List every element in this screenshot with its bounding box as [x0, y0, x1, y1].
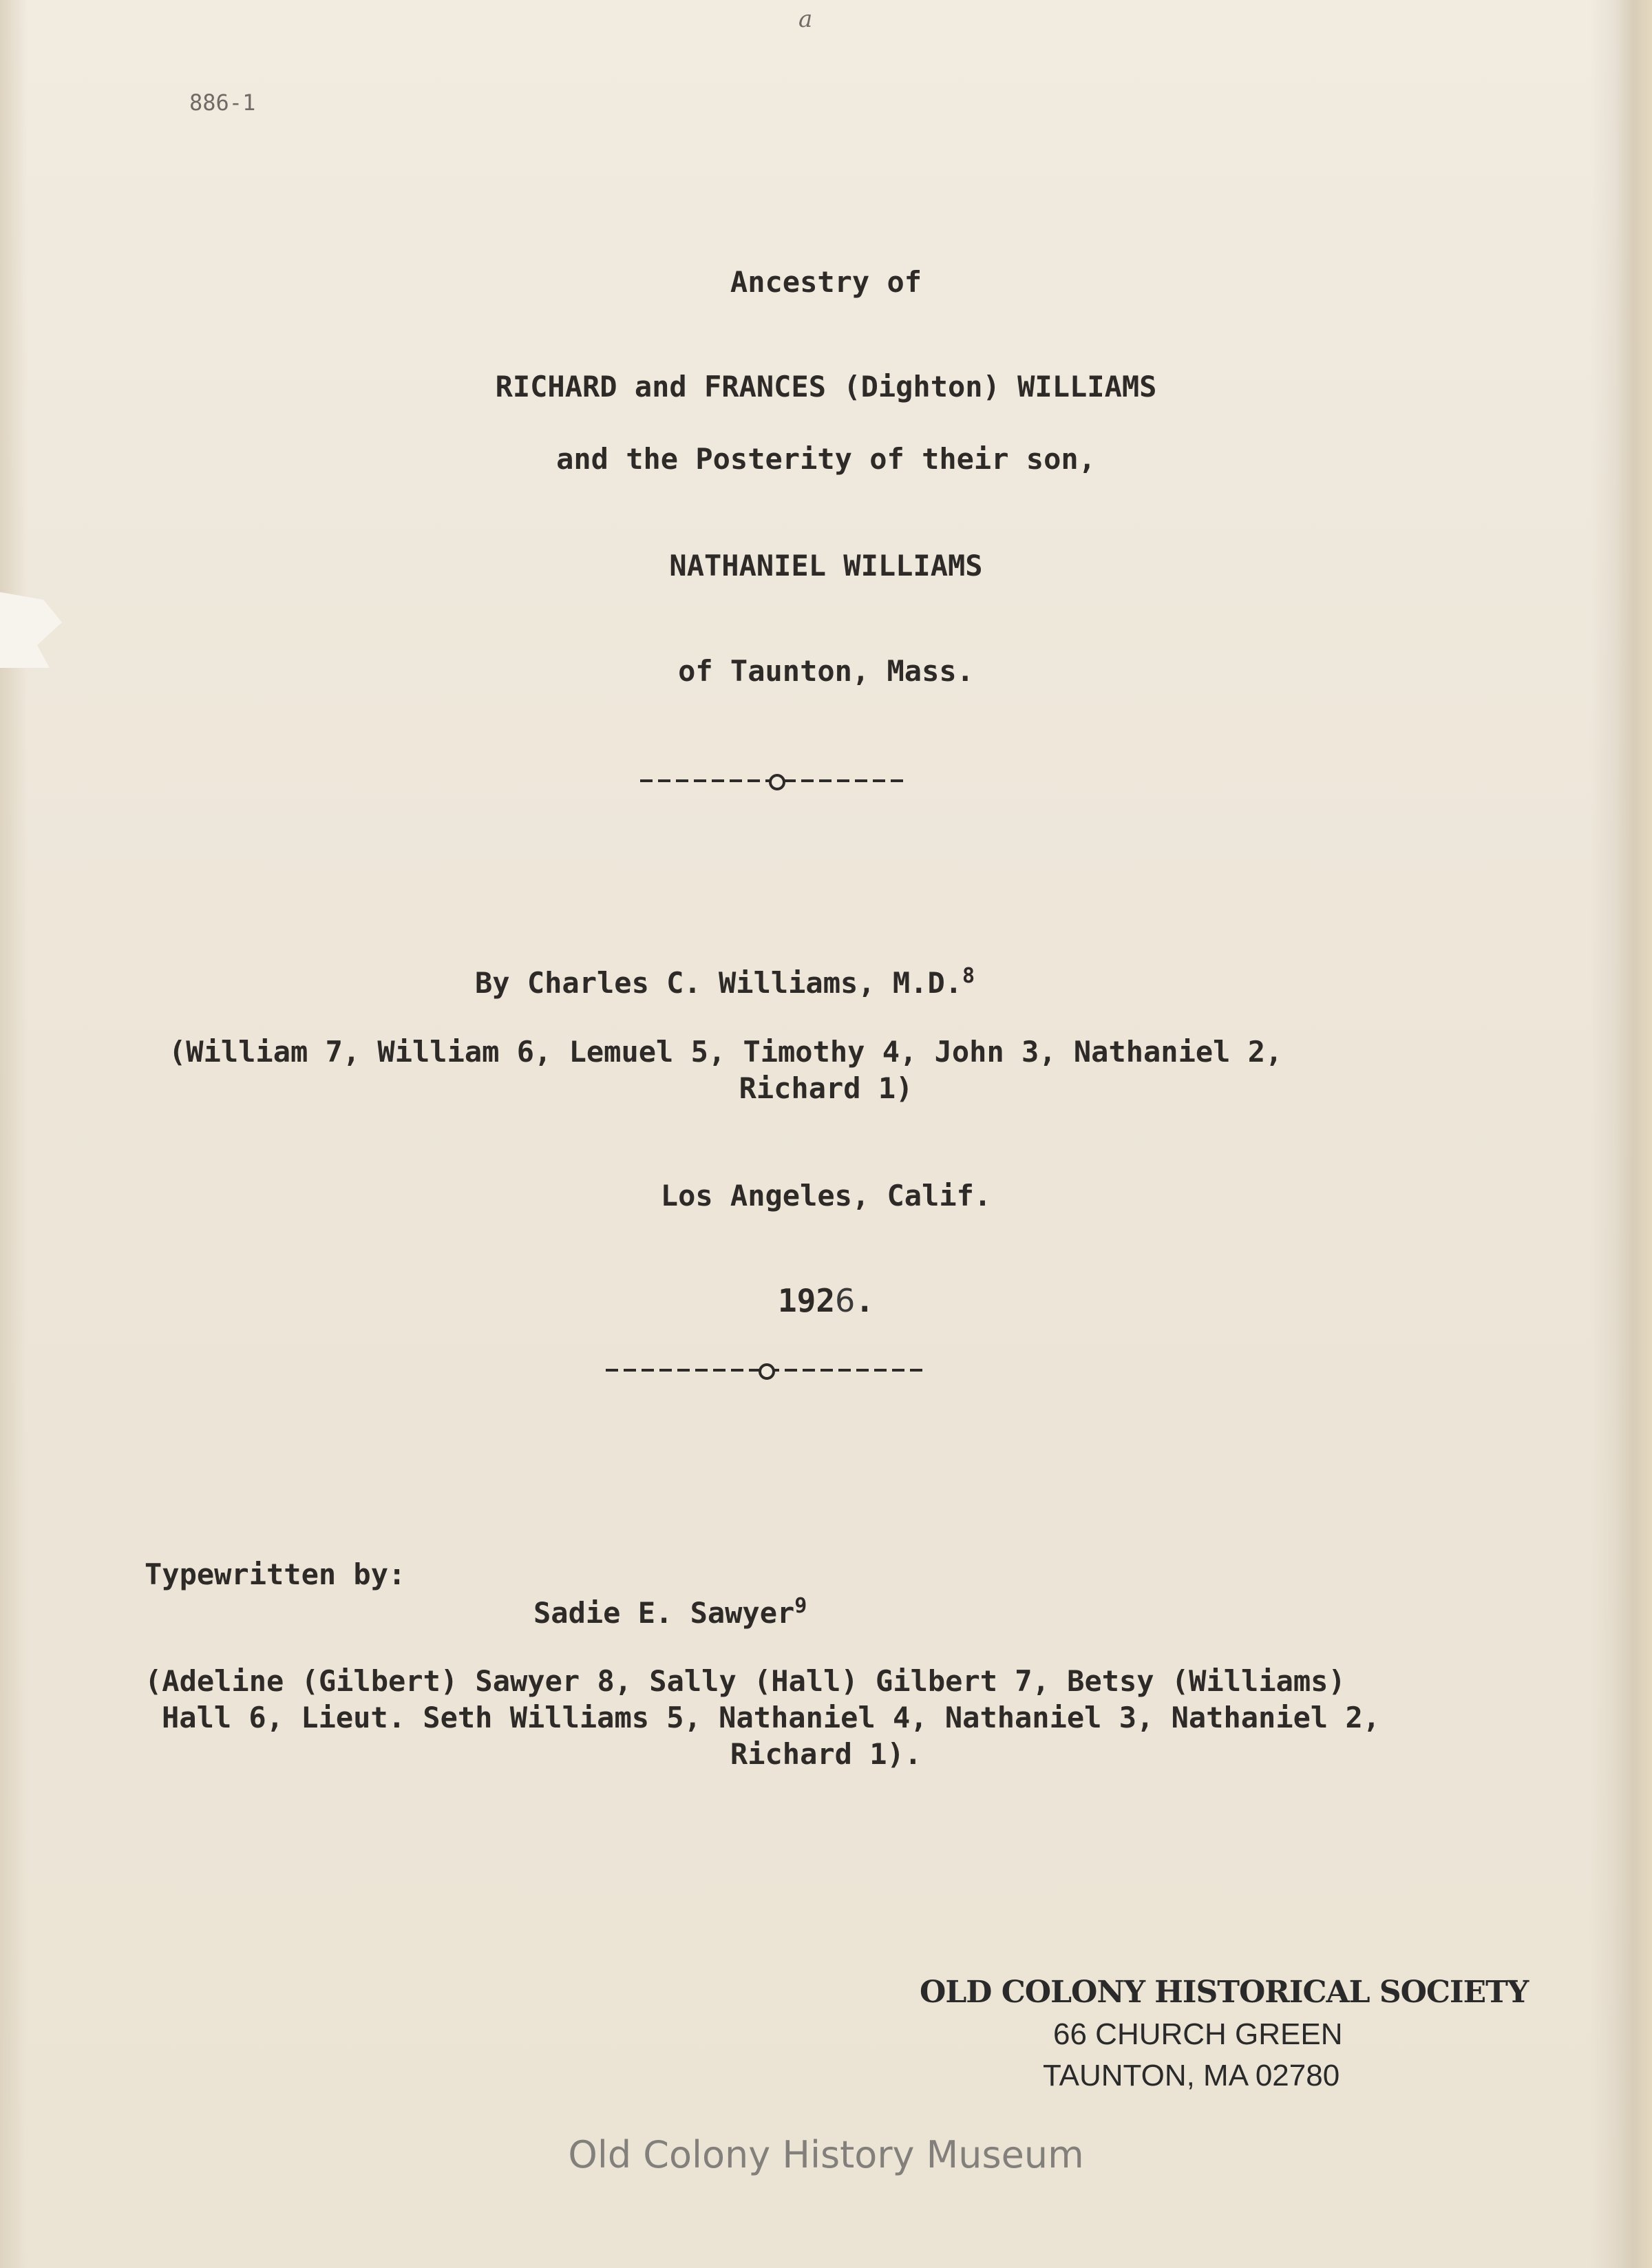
stamp-society-name: OLD COLONY HISTORICAL SOCIETY	[920, 1975, 1529, 2010]
left-edge-shadow	[0, 0, 28, 2268]
title-line-2: RICHARD and FRANCES (Dighton) WILLIAMS	[495, 370, 1157, 403]
museum-watermark: Old Colony History Museum	[568, 2133, 1084, 2176]
author-lineage-line-1: (William 7, William 6, Lemuel 5, Timothy 4, John 3, Nathaniel 2,	[169, 1035, 1283, 1069]
author-lineage-line-2: Richard 1)	[739, 1071, 913, 1105]
divider-top	[640, 779, 909, 782]
year-period: .	[855, 1282, 875, 1319]
typist-name-line	[533, 1594, 807, 1630]
typist-lineage-line-2: Hall 6, Lieut. Seth Williams 5, Nathaniel 4, Nathaniel 3, Nathaniel 2,	[162, 1701, 1381, 1734]
typist-label: Typewritten by:	[145, 1557, 406, 1591]
place: Los Angeles, Calif.	[660, 1179, 992, 1212]
year-typed: 192	[777, 1282, 836, 1319]
title-line-1: Ancestry of	[730, 265, 922, 299]
title-line-5: of Taunton, Mass.	[678, 654, 974, 688]
page-mark: a	[798, 6, 813, 33]
title-line-3: and the Posterity of their son,	[556, 442, 1096, 476]
typist-name: Sadie E. Sawyer	[533, 1596, 795, 1630]
typist-generation: 9	[794, 1594, 807, 1618]
divider-bottom	[606, 1369, 922, 1372]
author-name: By Charles C. Williams, M.D.	[475, 966, 963, 1000]
typist-lineage-line-1: (Adeline (Gilbert) Sawyer 8, Sally (Hall) Gilbert 7, Betsy (Williams)	[145, 1664, 1346, 1698]
author-generation: 8	[962, 964, 975, 988]
year	[0, 1282, 1652, 1319]
right-edge-wear	[1590, 0, 1652, 2268]
stamp-city: TAUNTON, MA 02780	[1043, 2059, 1340, 2092]
catalog-number: 886-1	[189, 90, 256, 116]
year-handwritten-digit: 6	[835, 1282, 856, 1319]
typist-lineage-line-3: Richard 1).	[730, 1737, 922, 1771]
stamp-address: 66 CHURCH GREEN	[1053, 2017, 1343, 2051]
title-line-4: NATHANIEL WILLIAMS	[669, 549, 983, 582]
author-byline	[475, 964, 975, 1000]
